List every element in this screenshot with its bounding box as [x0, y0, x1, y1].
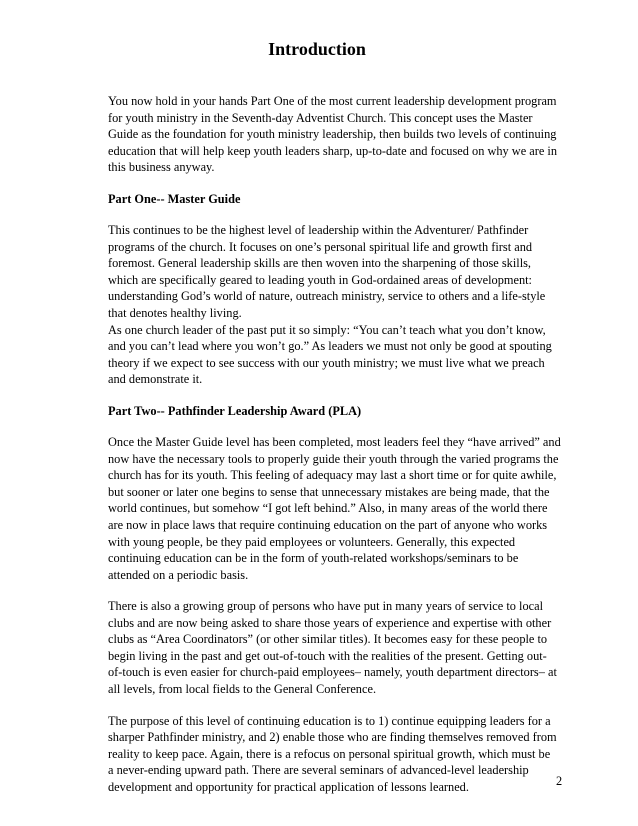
text-line: programs of the church. It focuses on one’s personal spiritual life and growth first and	[108, 239, 533, 254]
text-line: all levels, from local fields to the General Conference.	[108, 681, 377, 696]
paragraph-master-guide	[108, 222, 566, 387]
text-line: which are specifically geared to leading youth in God-ordained areas of development:	[108, 272, 532, 287]
paragraph-purpose	[108, 713, 566, 796]
text-line: for youth ministry in the Seventh-day Adventist Church. This concept uses the Master	[108, 110, 533, 125]
text-line: You now hold in your hands Part One of the most current leadership development program	[108, 94, 557, 108]
text-line: sharper Pathfinder ministry, and 2) enable those who are finding themselves removed from	[108, 730, 557, 745]
text-line: but sooner or later one begins to sense that unnecessary mistakes are being made, that the	[108, 484, 550, 499]
text-line: understanding God’s world of nature, outreach ministry, service to others and a life-style	[108, 289, 546, 304]
text-line: and demonstrate it.	[108, 372, 203, 387]
text-line: attended on a periodic basis.	[108, 567, 249, 582]
document-body	[108, 93, 566, 795]
text-line: clubs as “Area Coordinators” (or other similar titles). It becomes easy for these people to	[108, 632, 548, 647]
text-line: clubs and are now being asked to share those years of experience and expertise with other	[108, 615, 552, 630]
text-line: This continues to be the highest level of leadership within the Adventurer/ Pathfinder	[108, 223, 529, 238]
section-heading-part-two: Part Two-- Pathfinder Leadership Award (PLA)	[108, 403, 362, 418]
text-line: now have the necessary tools to properly guide their youth through the varied programs the	[108, 451, 559, 466]
text-line: foremost. General leadership skills are then woven into the sharpening of those skills,	[108, 256, 532, 271]
text-line: a never-ending upward path. There are several seminars of advanced-level leadership	[108, 763, 529, 778]
text-line: world continues, but somehow “I got left behind.” Also, in many areas of the world there	[108, 501, 548, 516]
page-number: 2	[556, 774, 563, 788]
text-line: this business anyway.	[108, 160, 215, 175]
text-line: reality to keep pace. Again, there is a refocus on personal spiritual growth, which must be	[108, 746, 551, 761]
paragraph-pla	[108, 434, 566, 583]
text-line: Guide as the foundation for youth ministry leadership, then builds two levels of continuing	[108, 127, 557, 142]
text-line: theory if we expect to see success with our youth ministry; we must live what we preach	[108, 355, 545, 370]
text-line: with young people, be they paid employees or volunteers. Generally, this expected	[108, 534, 516, 549]
text-line: development and opportunity for practical application of lessons learned.	[108, 779, 469, 794]
text-line: begin living in the past and get out-of-touch with the realities of the present. Getting out-	[108, 648, 547, 663]
text-line: The purpose of this level of continuing education is to 1) continue equipping leaders for a	[108, 713, 551, 728]
text-line: and you can’t lead where you won’t go.” As leaders we must not only be good at spouting	[108, 339, 552, 354]
text-line: There is also a growing group of persons who have put in many years of service to local	[108, 599, 543, 614]
text-line: of-touch is even easier for church-paid employees– namely, youth department directors– at	[108, 665, 557, 680]
text-line: church has for its youth. This feeling of adequacy may last a short time or for quite awhile,	[108, 468, 557, 483]
paragraph-area-coordinators	[108, 598, 566, 697]
text-line: are now in place laws that require continuing education on the part of anyone who works	[108, 518, 548, 533]
text-line: education that will help keep youth leaders sharp, up-to-date and focused on why we are in	[108, 143, 558, 158]
section-heading-part-one: Part One-- Master Guide	[108, 191, 241, 206]
text-line: As one church leader of the past put it so simply: “You can’t teach what you don’t know,	[108, 322, 546, 337]
text-line: Once the Master Guide level has been completed, most leaders feel they “have arrived” and	[108, 435, 561, 450]
text-line: that denotes healthy living.	[108, 306, 242, 321]
text-line: continuing education can be in the form of youth-related workshops/seminars to be	[108, 551, 519, 566]
page-title: Introduction	[268, 39, 366, 59]
paragraph-intro	[108, 93, 566, 176]
